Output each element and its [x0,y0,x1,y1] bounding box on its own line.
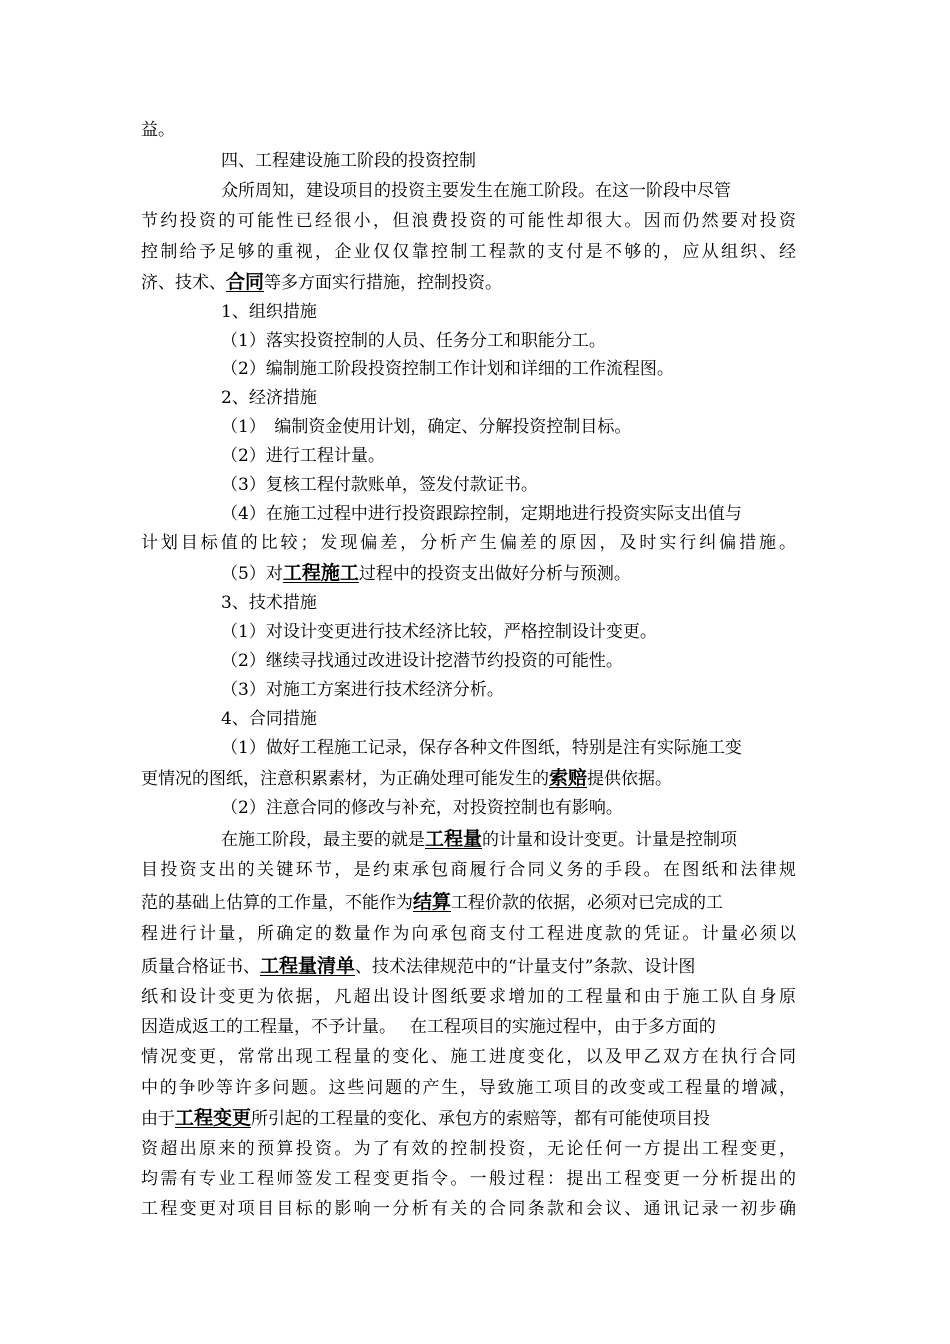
list-item: （2）继续寻找通过改进设计挖潜节约投资的可能性。 [221,651,623,671]
link-engineering-change[interactable]: 工程变更 [175,1107,252,1129]
text-line: 目投资支出的关键环节，是约束承包商履行合同义务的手段。在图纸和法律规 [141,860,796,880]
subsection-heading: 3、技术措施 [221,593,317,613]
text-line: 更情况的图纸，注意积累素材，为正确处理可能发生的索赔提供依据。 [141,767,673,789]
subsection-heading: 4、合同措施 [221,709,317,729]
list-item: （4）在施工过程中进行投资跟踪控制，定期地进行投资实际支出值与 [221,504,742,524]
link-contract[interactable]: 合同 [226,271,265,293]
text-line: 众所周知，建设项目的投资主要发生在施工阶段。在这一阶段中尽管 [221,181,731,201]
text-line: 中的争吵等许多问题。这些问题的产生，导致施工项目的改变或工程量的增减， [141,1078,796,1098]
list-item: （1）做好工程施工记录，保存各种文件图纸，特别是注有实际施工变 [221,738,742,758]
list-item: （3）对施工方案进行技术经济分析。 [221,680,504,700]
subsection-heading: 2、经济措施 [221,388,317,408]
text-line: 范的基础上估算的工作量，不能作为结算工程价款的依据，必须对已完成的工 [141,891,724,913]
list-item: （2）编制施工阶段投资控制工作计划和详细的工作流程图。 [221,359,674,379]
link-bill-of-quantities[interactable]: 工程量清单 [260,955,356,977]
subsection-heading: 1、组织措施 [221,302,317,322]
text-line: 纸和设计变更为依据，凡超出设计图纸要求增加的工程量和由于施工队自身原 [141,987,796,1007]
link-quantity[interactable]: 工程量 [425,828,483,850]
text-line: 节约投资的可能性已经很小，但浪费投资的可能性却很大。因而仍然要对投资 [141,211,796,231]
list-item: （1）落实投资控制的人员、任务分工和职能分工。 [221,331,606,351]
text-line: 均需有专业工程师签发工程变更指令。一般过程：提出工程变更一分析提出的 [141,1169,796,1189]
text-line: 情况变更，常常出现工程量的变化、施工进度变化，以及甲乙双方在执行合同 [141,1047,796,1067]
list-item: （5）对工程施工过程中的投资支出做好分析与预测。 [221,562,631,584]
text-line: 程进行计量，所确定的数量作为向承包商支付工程进度款的凭证。计量必须以 [141,924,796,944]
list-item: （3）复核工程付款账单，签发付款证书。 [221,475,538,495]
text-line: 益。 [141,120,175,140]
text-line: 济、技术、合同等多方面实行措施，控制投资。 [141,271,503,293]
text-line: 计划目标值的比较；发现偏差，分析产生偏差的原因，及时实行纠偏措施。 [141,533,796,553]
text-line: 资超出原来的预算投资。为了有效的控制投资，无论任何一方提出工程变更， [141,1139,796,1159]
link-claim[interactable]: 索赔 [549,767,588,789]
link-settlement[interactable]: 结算 [413,891,452,913]
text-line: 控制给予足够的重视，企业仅仅靠控制工程款的支付是不够的，应从组织、经 [141,242,796,262]
list-item: （1） 编制资金使用计划，确定、分解投资控制目标。 [221,417,632,437]
link-construction[interactable]: 工程施工 [282,562,359,584]
text-line: 因造成返工的工程量，不予计量。 在工程项目的实施过程中，由于多方面的 [141,1017,716,1037]
text-line: 工程变更对项目目标的影响一分析有关的合同条款和会议、通讯记录一初步确 [141,1199,796,1219]
text-line: 由于工程变更所引起的工程量的变化、承包方的索赔等，都有可能使项目投 [141,1107,711,1129]
text-line: 在施工阶段，最主要的就是工程量的计量和设计变更。计量是控制项 [221,828,738,850]
text-line: 质量合格证书、工程量清单、技术法律规范中的“计量支付”条款、设计图 [141,955,696,977]
section-heading: 四、工程建设施工阶段的投资控制 [221,151,476,171]
list-item: （1）对设计变更进行技术经济比较，严格控制设计变更。 [221,622,657,642]
list-item: （2）进行工程计量。 [221,446,385,466]
list-item: （2）注意合同的修改与补充，对投资控制也有影响。 [221,798,623,818]
